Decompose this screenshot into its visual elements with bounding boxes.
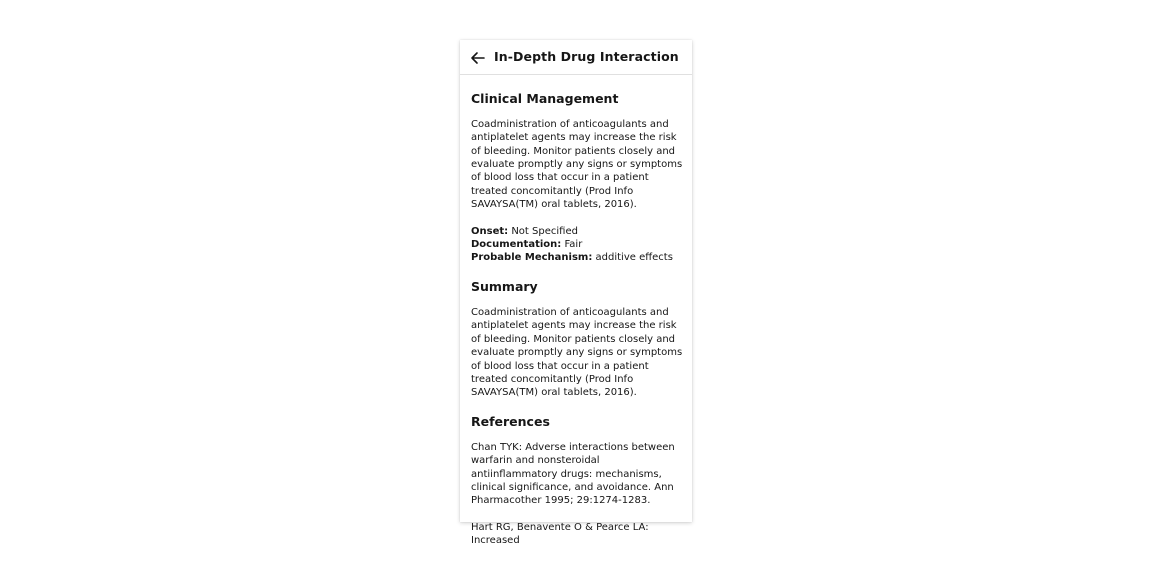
arrow-left-icon (471, 52, 485, 64)
summary-heading: Summary (471, 279, 538, 295)
clinical-management-heading: Clinical Management (471, 91, 619, 106)
onset-value: Not Specified (511, 225, 578, 237)
documentation-label: Documentation: (471, 239, 562, 251)
back-button[interactable] (468, 48, 488, 68)
documentation-value: Fair (564, 239, 583, 251)
page-title: In-Depth Drug Interaction (494, 49, 679, 64)
onset-row (471, 225, 683, 238)
panel-content (471, 90, 683, 561)
mechanism-label: Probable Mechanism: (471, 252, 593, 264)
mechanism-value: additive effects (595, 252, 673, 264)
clinical-management-text: Coadministration of anticoagulants and antiplatelet agents may increase the risk of bleeding. Monitor patients closely and evaluate promptly any signs or symptoms of blood loss that occur in a patient treated concomitantly (Prod Info SAVAYSA(TM) oral tablets, 2016). (471, 119, 683, 211)
panel-header (460, 40, 692, 75)
references-heading: References (471, 413, 550, 429)
interaction-details (471, 225, 683, 265)
reference-item: Hart RG, Benavente O & Pearce LA: Increased (471, 521, 649, 547)
mechanism-row (471, 251, 683, 264)
summary-text: Coadministration of anticoagulants and antiplatelet agents may increase the risk of bleeding. Monitor patients closely and evaluate promptly any signs or symptoms of blood loss that occur in a patient treated concomitantly (Prod Info SAVAYSA(TM) oral tablets, 2016). (471, 307, 683, 399)
drug-interaction-panel (460, 40, 692, 547)
reference-item: Chan TYK: Adverse interactions between warfarin and nonsteroidal antiinflammatory drugs: mechanisms, clinical significance, and avoidance. Ann Pharmacother 1995; 29:1274-1283. (471, 441, 675, 507)
documentation-row (471, 238, 683, 251)
onset-label: Onset: (471, 225, 509, 237)
